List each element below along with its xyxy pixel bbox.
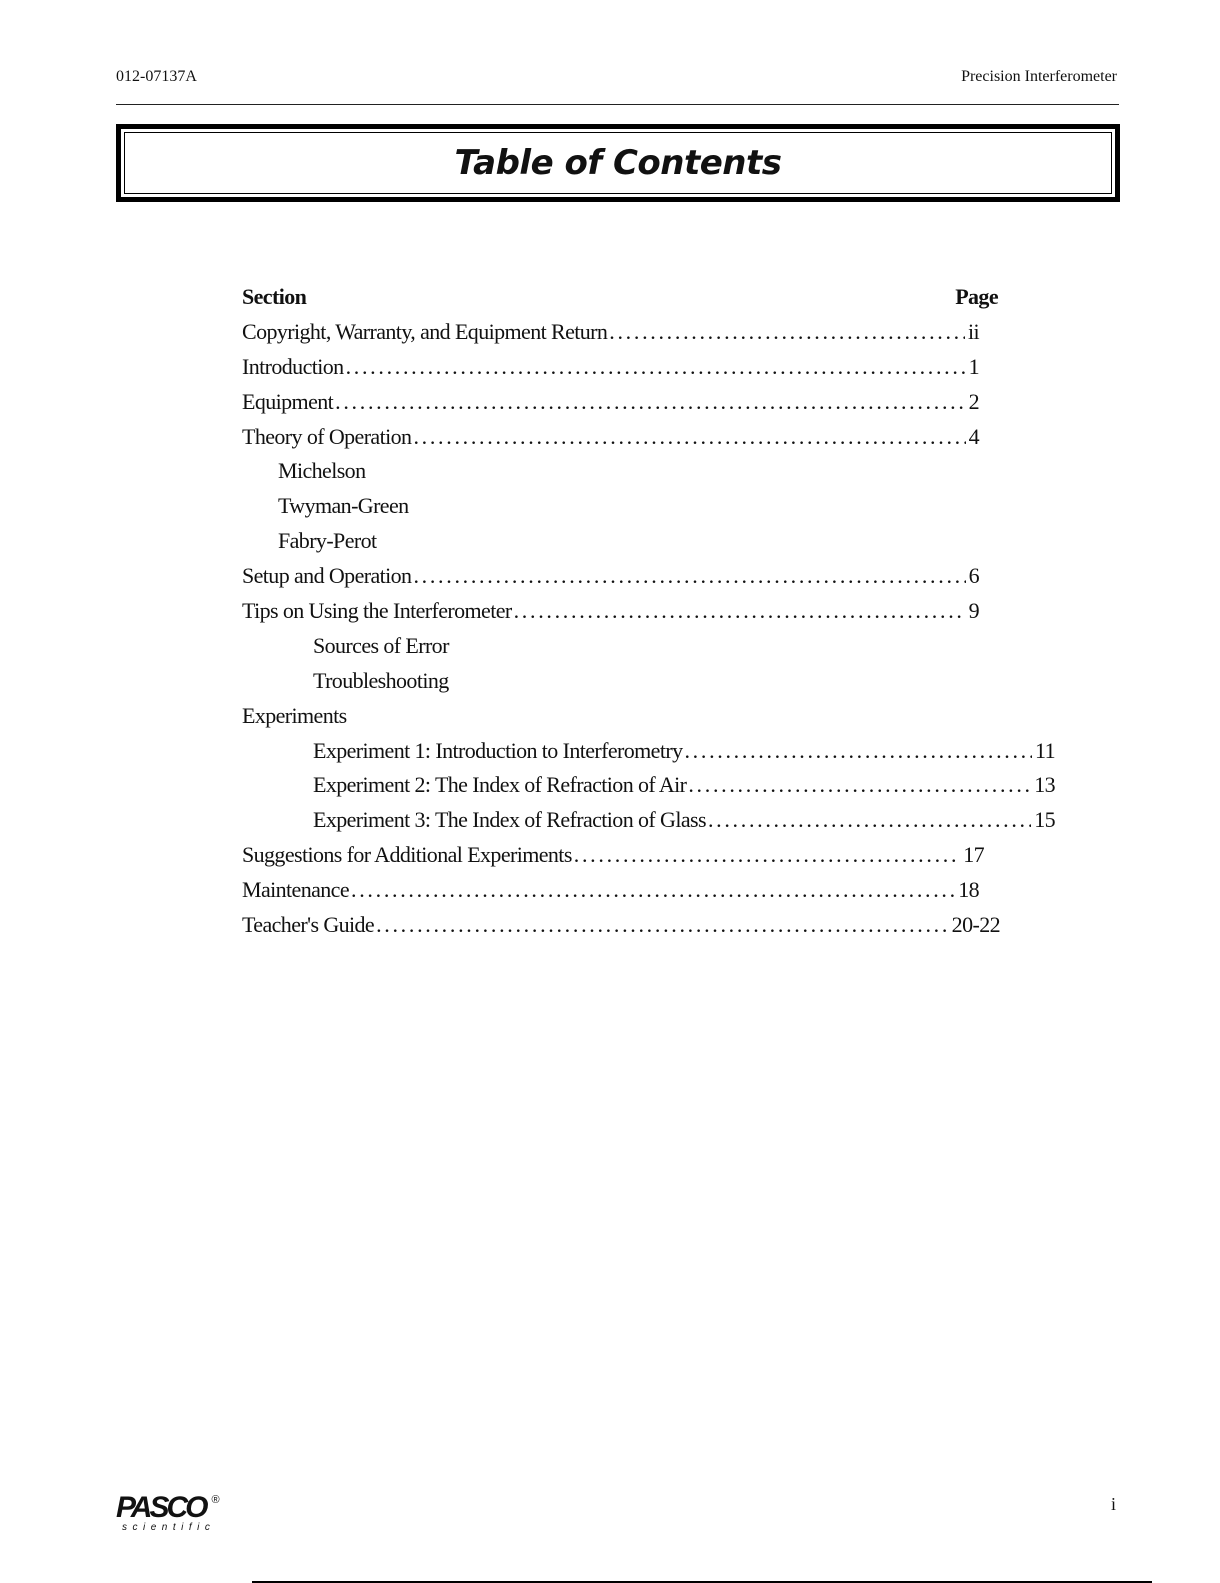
table-of-contents bbox=[242, 280, 1055, 943]
dot-leader bbox=[574, 838, 960, 873]
toc-entry[interactable] bbox=[242, 524, 1015, 559]
toc-entry-label: Sources of Error bbox=[313, 632, 449, 658]
toc-entry[interactable] bbox=[242, 908, 1000, 943]
toc-entry-label: Twyman-Green bbox=[278, 493, 409, 519]
toc-entry[interactable] bbox=[242, 559, 979, 594]
dot-leader bbox=[684, 734, 1032, 769]
toc-entry-page: ii bbox=[967, 318, 979, 344]
toc-entry-label: Experiment 1: Introduction to Interferometry bbox=[313, 737, 683, 763]
toc-entry-page: 13 bbox=[1034, 772, 1055, 798]
toc-header bbox=[242, 280, 998, 315]
toc-entry-label: Introduction bbox=[242, 353, 344, 379]
page-number: i bbox=[1111, 1494, 1117, 1514]
document-title: Precision Interferometer bbox=[961, 68, 1117, 85]
pasco-logo bbox=[116, 1491, 220, 1534]
toc-entry-page: 20-22 bbox=[951, 912, 1000, 938]
registered-mark: ® bbox=[211, 1494, 220, 1506]
toc-entry-page: 4 bbox=[968, 423, 979, 449]
toc-entry[interactable] bbox=[242, 664, 1050, 699]
dot-leader bbox=[376, 908, 949, 943]
toc-entry-page: 9 bbox=[968, 598, 979, 624]
dot-leader bbox=[708, 803, 1031, 838]
dot-leader bbox=[335, 385, 965, 420]
toc-entry[interactable] bbox=[242, 420, 979, 455]
toc-entry-label: Copyright, Warranty, and Equipment Return bbox=[242, 318, 608, 344]
toc-entry-label: Experiment 3: The Index of Refraction of Glass bbox=[313, 807, 706, 833]
toc-entry[interactable] bbox=[242, 350, 979, 385]
toc-entry-page: 1 bbox=[968, 353, 979, 379]
toc-entry-label: Theory of Operation bbox=[242, 423, 412, 449]
toc-entry[interactable] bbox=[242, 629, 1050, 664]
toc-entry-label: Maintenance bbox=[242, 877, 350, 903]
toc-entry[interactable] bbox=[242, 385, 979, 420]
document-number: 012-07137A bbox=[116, 68, 197, 85]
toc-entry-label: Michelson bbox=[278, 458, 366, 484]
toc-entry-page: 17 bbox=[963, 842, 984, 868]
page-title: Table of Contents bbox=[454, 143, 782, 183]
toc-entry-label: Setup and Operation bbox=[242, 563, 412, 589]
header-rule bbox=[116, 104, 1119, 105]
toc-entry-page: 6 bbox=[968, 563, 979, 589]
section-column-header: Section bbox=[242, 284, 307, 309]
toc-entry-label: Equipment bbox=[242, 388, 334, 414]
dot-leader bbox=[346, 350, 966, 385]
toc-entry-label: Experiments bbox=[242, 702, 347, 728]
toc-entry-label: Fabry-Perot bbox=[278, 528, 377, 554]
logo-subtext: scientific bbox=[122, 1522, 216, 1533]
dot-leader bbox=[514, 594, 966, 629]
toc-entry-page: 2 bbox=[968, 388, 979, 414]
dot-leader bbox=[413, 420, 965, 455]
toc-entry[interactable] bbox=[242, 454, 1015, 489]
page-column-header: Page bbox=[955, 284, 998, 309]
dot-leader bbox=[351, 873, 955, 908]
toc-entry[interactable] bbox=[242, 489, 1015, 524]
toc-entry-page: 18 bbox=[958, 877, 979, 903]
logo-text: PASCO bbox=[116, 1491, 206, 1524]
title-box bbox=[116, 124, 1120, 202]
toc-entry-label: Suggestions for Additional Experiments bbox=[242, 842, 572, 868]
toc-entry-label: Tips on Using the Interferometer bbox=[242, 598, 512, 624]
toc-entry[interactable] bbox=[242, 838, 984, 873]
toc-entry[interactable] bbox=[242, 315, 979, 350]
toc-entry-label: Experiment 2: The Index of Refraction of Air bbox=[313, 772, 687, 798]
toc-entry[interactable] bbox=[242, 734, 1055, 769]
toc-entry-label: Troubleshooting bbox=[313, 667, 449, 693]
toc-entry[interactable] bbox=[242, 768, 1055, 803]
toc-entry-page: 11 bbox=[1035, 737, 1055, 763]
toc-entry[interactable] bbox=[242, 699, 979, 734]
dot-leader bbox=[413, 559, 965, 594]
toc-entry-label: Teacher's Guide bbox=[242, 912, 375, 938]
toc-entry-page: 15 bbox=[1034, 807, 1055, 833]
toc-entry[interactable] bbox=[242, 803, 1055, 838]
dot-leader bbox=[688, 768, 1031, 803]
toc-entry[interactable] bbox=[242, 873, 979, 908]
toc-entry[interactable] bbox=[242, 594, 979, 629]
dot-leader bbox=[609, 315, 965, 350]
